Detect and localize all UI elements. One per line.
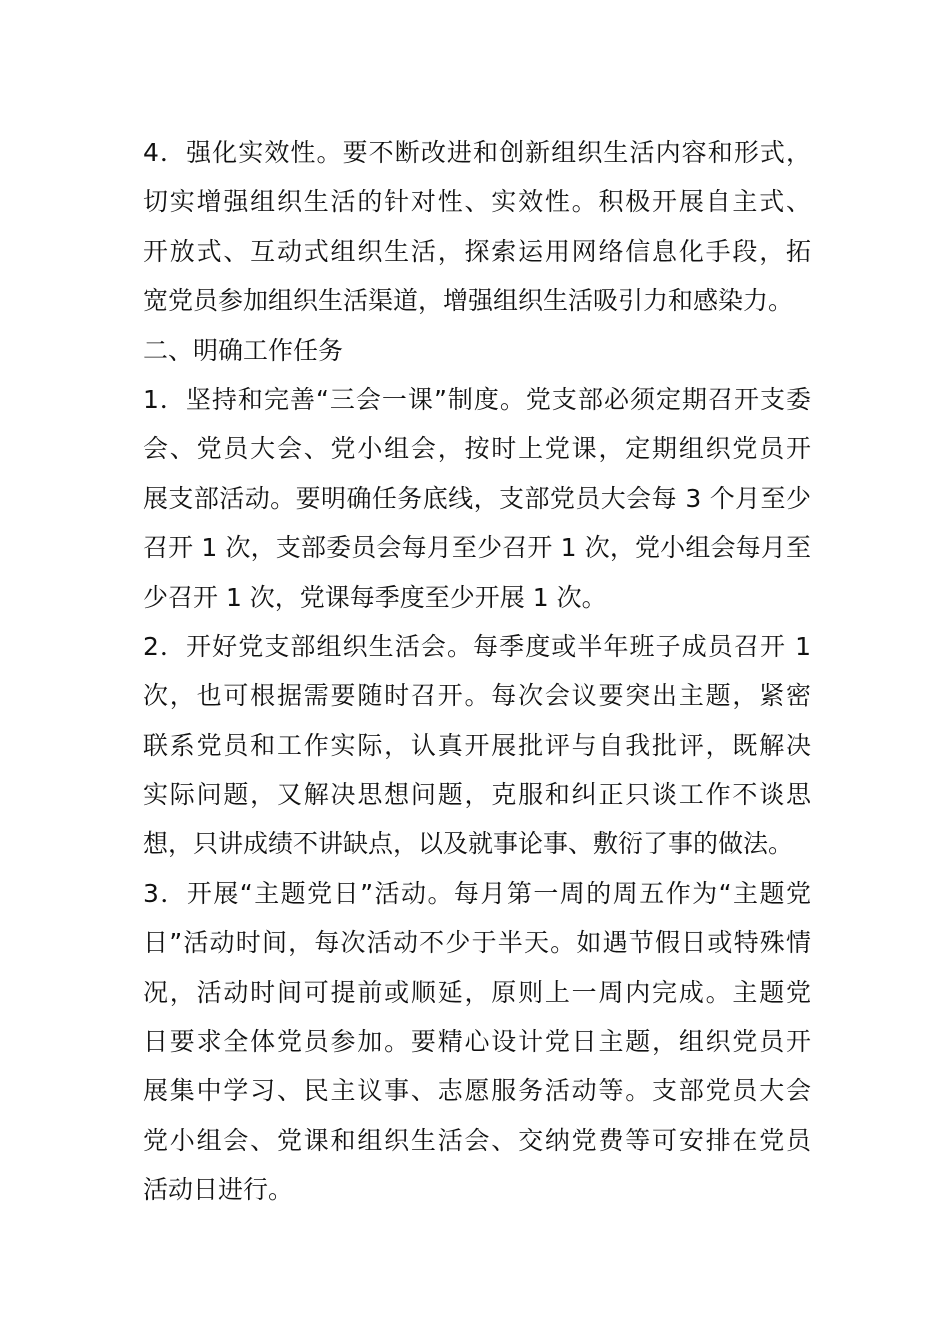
text-line: 联系党员和工作实际，认真开展批评与自我批评，既解决: [143, 730, 811, 760]
text-line: 会、党员大会、党小组会，按时上党课，定期组织党员开: [143, 434, 811, 464]
text-line: 次，也可根据需要随时召开。每次会议要突出主题，紧密: [143, 681, 811, 711]
text-line: 开放式、互动式组织生活，探索运用网络信息化手段，拓: [143, 236, 811, 266]
text-line: 切实增强组织生活的针对性、实效性。积极开展自主式、: [143, 187, 811, 217]
text-line: 3．开展“主题党日”活动。每月第一周的周五作为“主题党: [143, 878, 811, 908]
text-line: 实际问题，又解决思想问题，克服和纠正只谈工作不谈思: [143, 780, 811, 810]
text-line: 党小组会、党课和组织生活会、交纳党费等可安排在党员: [143, 1125, 811, 1155]
text-line: 日要求全体党员参加。要精心设计党日主题，组织党员开: [143, 1027, 811, 1057]
text-line: 宽党员参加组织生活渠道，增强组织生活吸引力和感染力。: [143, 286, 794, 316]
text-line: 召开 1 次，支部委员会每月至少召开 1 次，党小组会每月至: [143, 533, 811, 563]
text-line: 想，只讲成绩不讲缺点，以及就事论事、敷衍了事的做法。: [143, 829, 794, 859]
text-line: 展支部活动。要明确任务底线，支部党员大会每 3 个月至少: [143, 483, 811, 513]
paragraph-task-life-meeting: [143, 622, 811, 869]
section-heading-work-tasks: [143, 326, 811, 375]
text-line: 展集中学习、民主议事、志愿服务活动等。支部党员大会: [143, 1076, 811, 1106]
document-body: [143, 128, 811, 1215]
paragraph-task-theme-day: [143, 869, 811, 1215]
paragraph-task-three-meetings: [143, 375, 811, 622]
text-line: 况，活动时间可提前或顺延，原则上一周内完成。主题党: [143, 977, 811, 1007]
paragraph-strengthen-effectiveness: [143, 128, 811, 326]
text-line: 2．开好党支部组织生活会。每季度或半年班子成员召开 1: [143, 631, 811, 661]
text-line: 4．强化实效性。要不断改进和创新组织生活内容和形式，: [143, 138, 811, 167]
text-line: 活动日进行。: [143, 1175, 294, 1205]
text-line: 1．坚持和完善“三会一课”制度。党支部必须定期召开支委: [143, 384, 811, 414]
text-line: 日”活动时间，每次活动不少于半天。如遇节假日或特殊情: [143, 928, 811, 958]
heading-text: 二、明确工作任务: [143, 335, 344, 365]
text-line: 少召开 1 次，党课每季度至少开展 1 次。: [143, 582, 607, 612]
